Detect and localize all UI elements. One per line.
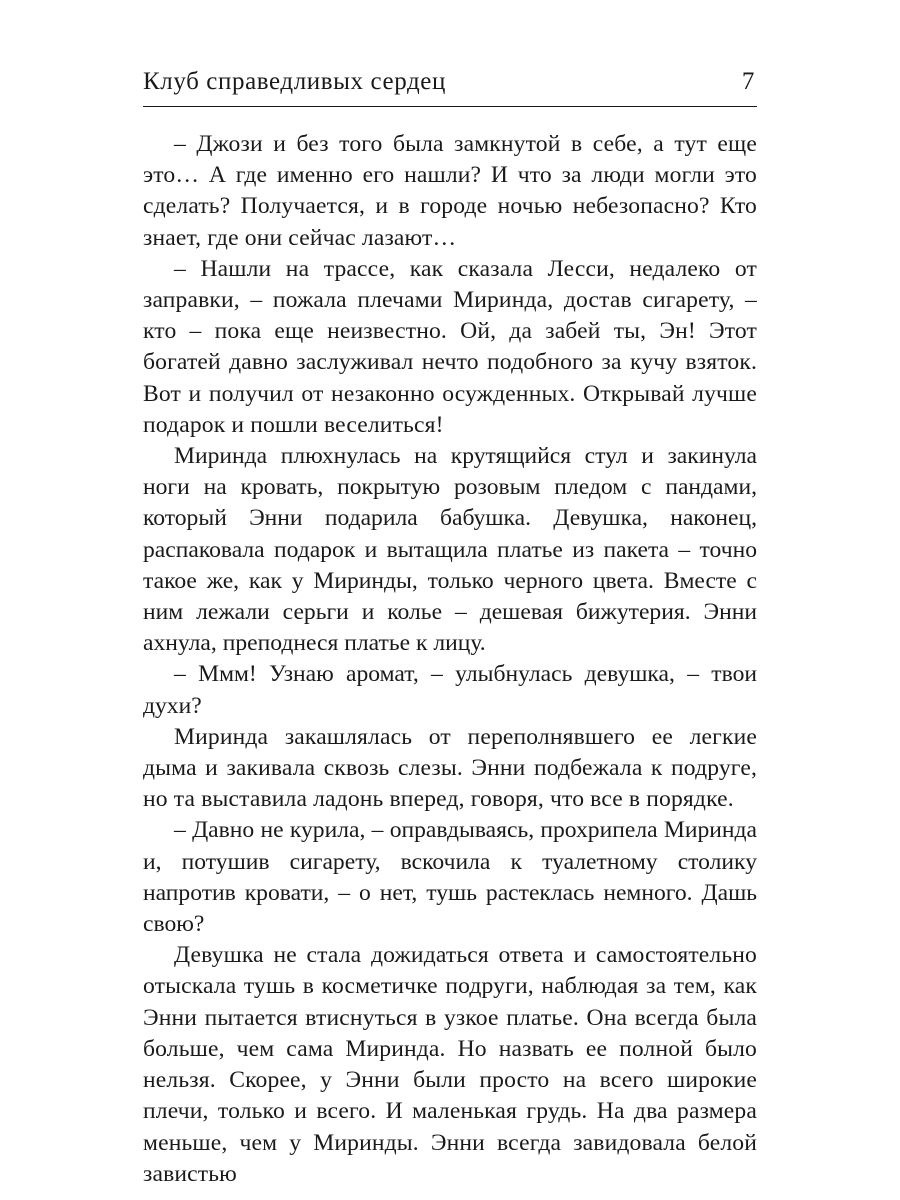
paragraph: Девушка не стала дожидаться ответа и самостоятельно отыскала тушь в косметичке подруги, наблюдая за тем, как Энни пытается втиснуться в узкое платье. Она всегда была больше, чем сама Миринда. Но назвать ее полной было нельзя. Скорее, у Энни были просто на всего широкие плечи, только и всего. И маленькая грудь. На два размера меньше, чем у Миринды. Энни всегда завидовала белой завистью [143, 942, 757, 1187]
paragraph: – Давно не курила, – оправдываясь, прохрипела Миринда и, потушив сигарету, вскочила к туалетному столику напротив кровати, – о нет, тушь растеклась немного. Дашь свою? [143, 817, 757, 938]
book-title: Клуб справедливых сердец [143, 68, 446, 95]
paragraph: – Нашли на трассе, как сказала Лесси, недалеко от заправки, – пожала плечами Миринда, достав сигарету, – кто – пока еще неизвестно. Ой, да забей ты, Эн! Этот богатей давно заслуживал нечто подобного за кучу взяток. Вот и получил от незаконно осужденных. Открывай лучше подарок и пошли веселиться! [143, 255, 757, 438]
running-header [143, 68, 757, 100]
paragraph: Миринда закашлялась от переполнявшего ее легкие дыма и закивала сквозь слезы. Энни подбежала к подруге, но та выставила ладонь вперед, говоря, что все в порядке. [143, 723, 757, 813]
page-number: 7 [741, 68, 755, 95]
header-rule [143, 106, 757, 107]
body-text [143, 129, 757, 1190]
paragraph: – Ммм! Узнаю аромат, – улыбнулась девушка, – твои духи? [143, 661, 757, 719]
paragraph: Миринда плюхнулась на крутящийся стул и закинула ноги на кровать, покрытую розовым пледом с пандами, который Энни подарила бабушка. Девушка, наконец, распаковала подарок и вытащила платье из пакета – точно такое же, как у Миринды, только черного цвета. Вместе с ним лежали серьги и колье – дешевая бижутерия. Энни ахнула, преподнеся платье к лицу. [143, 443, 757, 657]
paragraph: – Джози и без того была замкнутой в себе, а тут еще это… А где именно его нашли? И что за люди могли это сделать? Получается, и в городе ночью небезопасно? Кто знает, где они сейчас лазают… [143, 131, 757, 251]
